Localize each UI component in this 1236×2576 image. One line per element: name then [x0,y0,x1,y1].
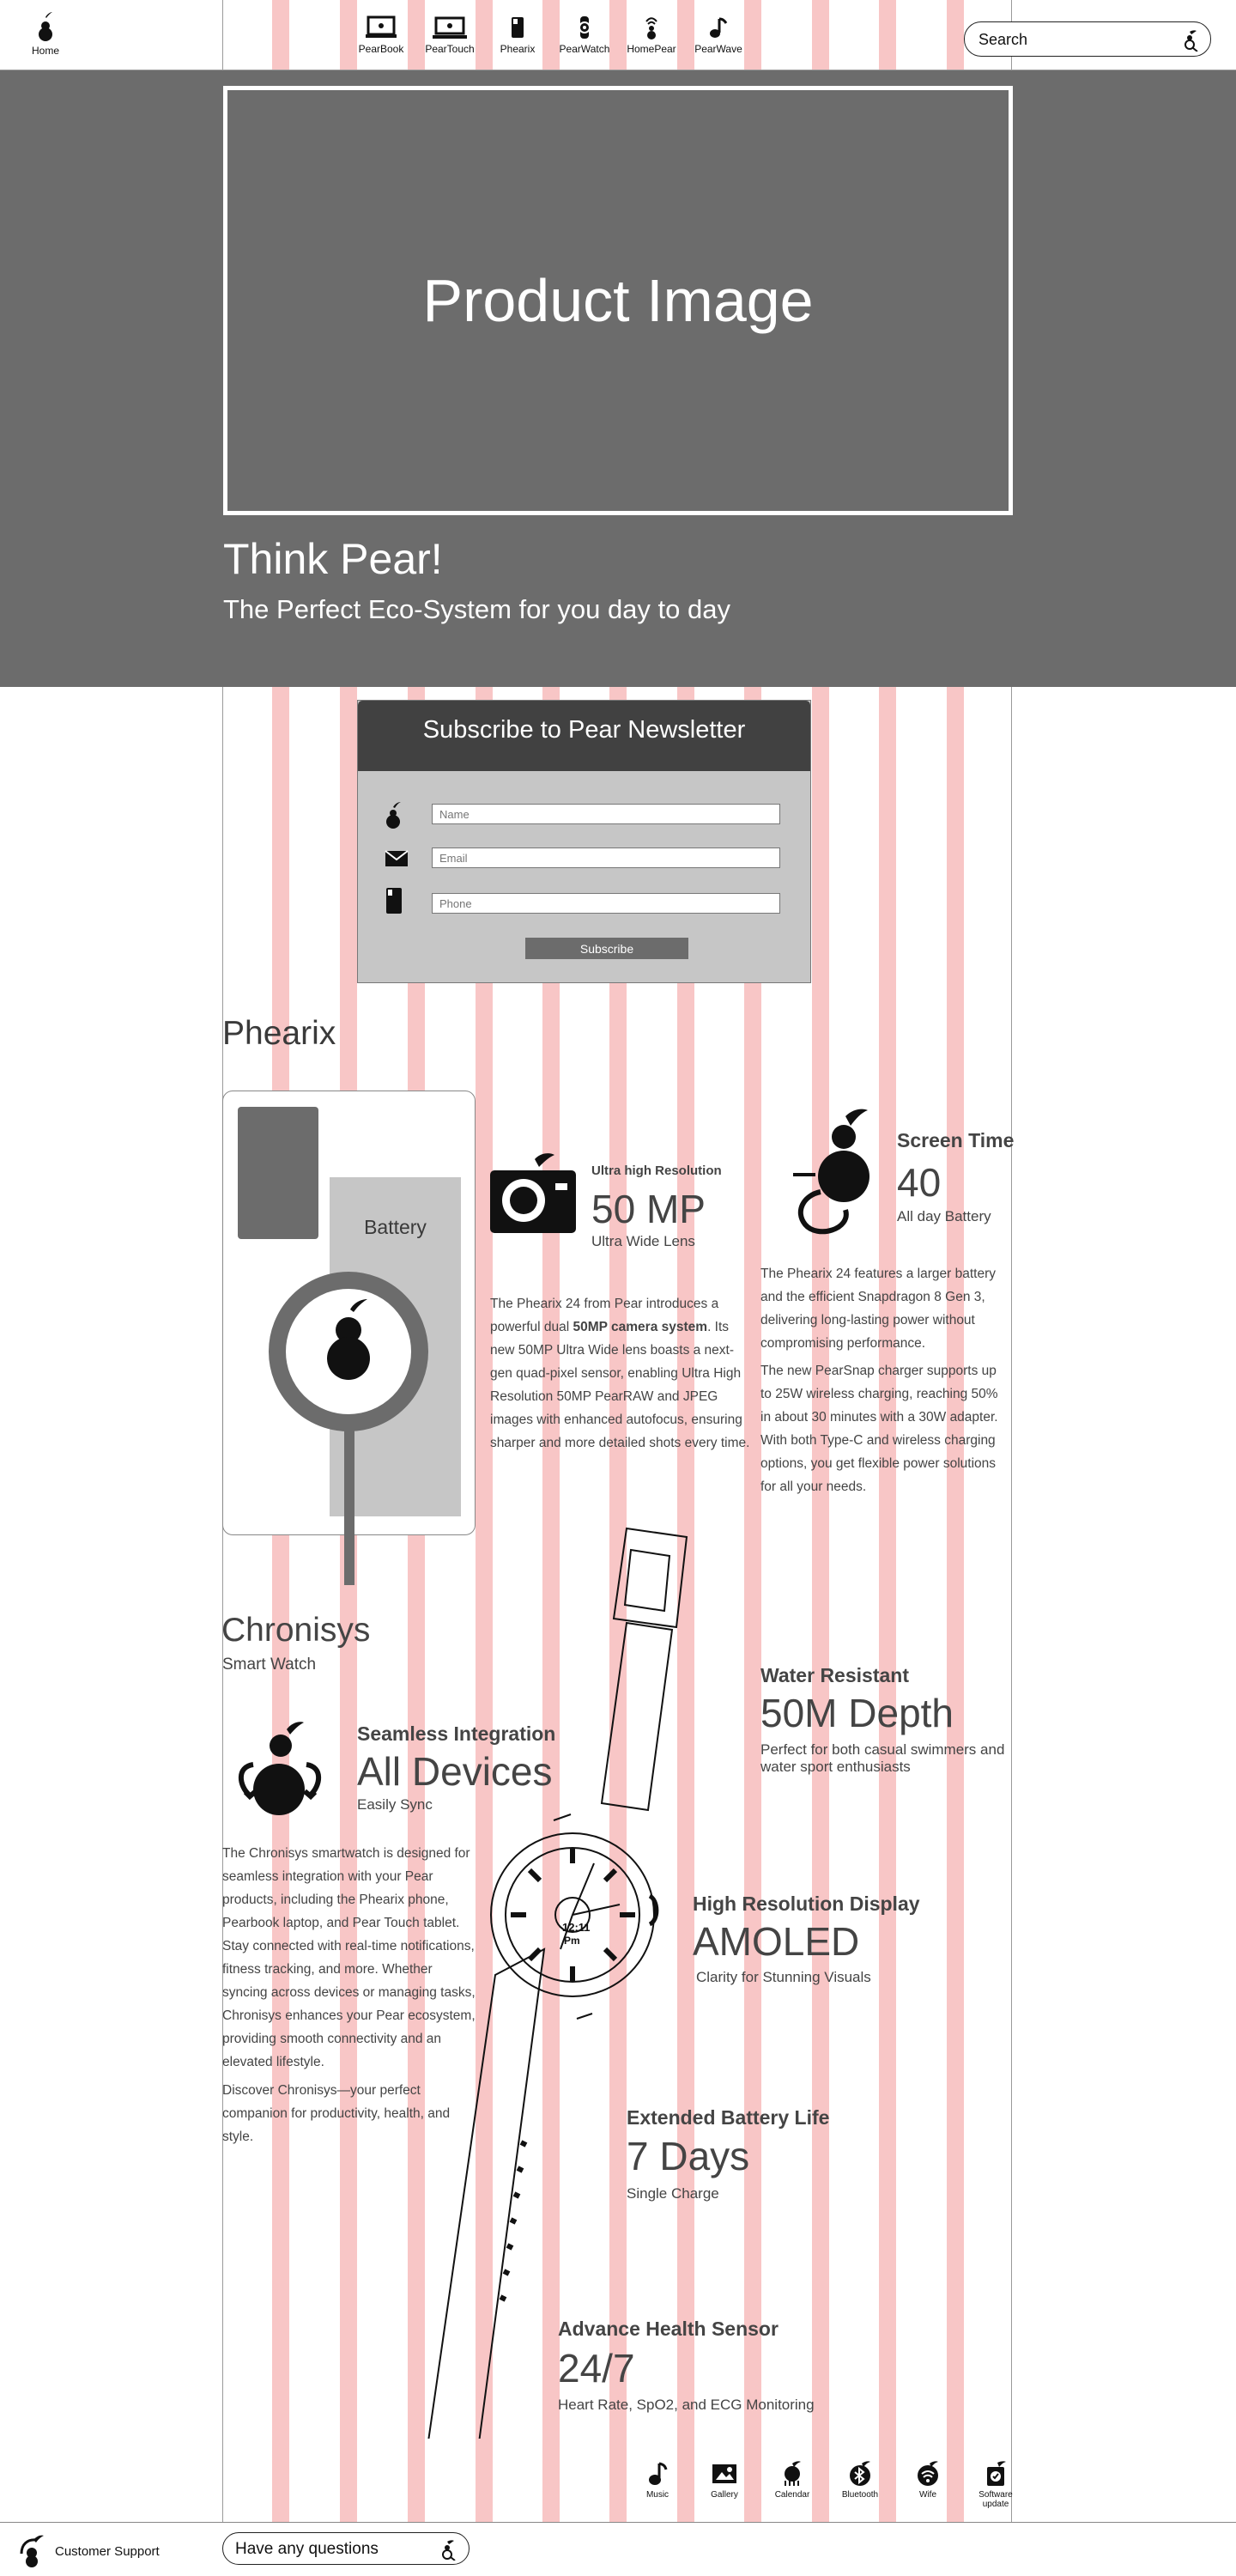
battery-life-value: 7 Days [627,2134,750,2178]
hero-title: Think Pear! [223,535,443,583]
battery-paragraph-2: The new PearSnap charger supports up to 25W wireless charging, reaching 50% in about 30 minutes with a 30W adapter. With both Type-C and wireless charging options, you get flexible power solutions for all your needs. [760,1364,998,1494]
mail-icon [385,847,409,867]
health-value: 24/7 [558,2346,635,2391]
battery-life-subtitle: Single Charge [627,2185,719,2202]
newsletter-form [357,700,811,983]
camera-heading: Ultra high Resolution [591,1163,722,1178]
email-input[interactable] [432,848,780,868]
watch-period: Pm [564,1935,580,1947]
app-label: Gallery [711,2490,738,2500]
battery-life-heading: Extended Battery Life [627,2106,830,2129]
calendar-icon [779,2460,806,2488]
app-music[interactable] [636,2460,679,2500]
camera-description-end: . Its new 50MP Ultra Wide lens boasts a next-gen quad-pixel sensor, enabling Ultra High Resolution 50MP PearRAW and JPEG images with enhanced autofocus, ensuring sharper and more detailed shots every time. [490,1320,750,1450]
phone-camera-block [238,1107,318,1239]
camera-description [490,1292,752,1455]
pear-user-icon [385,800,403,829]
pear-logo-icon [286,1289,411,1414]
nav-label: PearBook [358,43,404,55]
nav-item-homepear[interactable] [625,15,678,55]
hero-section [0,70,1236,687]
app-calendar[interactable] [771,2460,814,2500]
app-label: Software update [978,2490,1013,2509]
app-gallery[interactable] [703,2460,746,2500]
display-value: AMOLED [693,1919,860,1964]
watch-illustration [416,1511,738,2439]
app-shortcuts [636,2460,1013,2520]
charger-cable [344,1422,354,1585]
sync-pear-icon [233,1717,324,1825]
nav-label: HomePear [627,43,676,55]
customer-support-label: Customer Support [55,2543,160,2559]
battery-label: Battery [364,1216,427,1238]
phone-input[interactable] [432,893,780,914]
app-label: Music [645,2490,670,2500]
question-search-icon[interactable] [440,2539,456,2561]
newsletter-title: Subscribe to Pear Newsletter [358,701,810,771]
app-bluetooth[interactable] [839,2460,882,2500]
support-pear-icon [17,2534,46,2568]
screen-time-icon [791,1108,899,1245]
watch-time: 12:11 [562,1921,591,1934]
nav-item-pearwatch[interactable] [558,15,611,55]
health-heading: Advance Health Sensor [558,2318,779,2340]
app-label: Calendar [774,2490,810,2500]
question-search-bar[interactable] [222,2532,470,2565]
bluetooth-icon [846,2460,874,2488]
camera-value: 50 MP [591,1187,706,1231]
nav-item-phearix[interactable] [491,15,544,55]
watch-icon [573,15,597,39]
customer-support-link[interactable] [17,2534,160,2568]
question-input[interactable] [235,2540,424,2559]
screen-time-heading: Screen Time [897,1129,1015,1151]
search-bar[interactable] [964,21,1211,57]
screen-time-subtitle: All day Battery [897,1208,991,1224]
battery-description [760,1262,1009,1498]
tablet-laptop-icon [429,15,470,39]
search-pear-icon[interactable] [1183,29,1198,56]
app-wifi[interactable] [906,2460,949,2500]
integration-value: All Devices [357,1749,553,1794]
chronisys-subtitle: Smart Watch [222,1656,317,1674]
subscribe-button[interactable]: Subscribe [525,938,688,959]
homepear-icon [639,15,663,39]
water-value: 50M Depth [760,1691,954,1735]
music-note-icon [706,15,730,39]
laptop-icon [361,15,401,39]
phone-field-icon [385,886,403,915]
pear-logo-icon [35,10,56,41]
screen-time-value: 40 [897,1160,942,1205]
wireless-charger-ring [269,1272,428,1431]
software-update-icon [982,2460,1009,2488]
nav-label: PearWatch [559,43,610,55]
chronisys-paragraph-1: The Chronisys smartwatch is designed for seamless integration with your Pear products, including the Phearix phone, Pearbook laptop, and Pear Touch tablet. Stay connected with real-time notifications, fitness tracking, and more. Whether syncing across devices or managing tasks, Chronisys enhances your Pear ecosystem, providing smooth connectivity and an elevated lifestyle. [222,1846,476,2069]
app-software-update[interactable] [974,2460,1017,2509]
wifi-icon [914,2460,942,2488]
nav-item-pearbook[interactable] [354,15,408,55]
home-label: Home [31,45,59,57]
integration-heading: Seamless Integration [357,1722,556,1745]
phearix-title: Phearix [222,1015,336,1052]
product-image-placeholder: Product Image [223,86,1013,515]
nav-item-pearwave[interactable] [692,15,745,55]
camera-subtitle: Ultra Wide Lens [591,1233,695,1249]
home-link[interactable] [28,10,63,57]
chronisys-paragraph-2: Discover Chronisys—your perfect companion for productivity, health, and style. [222,2083,451,2144]
app-label: Bluetooth [841,2490,879,2500]
health-subtitle: Heart Rate, SpO2, and ECG Monitoring [558,2397,815,2413]
display-subtitle: Clarity for Stunning Visuals [696,1969,871,1985]
nav-label: PearTouch [425,43,475,55]
phone-icon [506,15,530,39]
integration-subtitle: Easily Sync [357,1796,433,1813]
battery-paragraph-1: The Phearix 24 features a larger battery and the efficient Snapdragon 8 Gen 3, delivering long-lasting power without compromising performance. [760,1267,996,1351]
camera-description-start: The Phearix 24 from Pear introduces a powerful dual [490,1297,719,1334]
nav-label: PearWave [694,43,742,55]
name-input[interactable] [432,804,780,824]
gallery-icon [711,2460,738,2488]
camera-icon [490,1149,576,1235]
app-label: Wife [919,2490,936,2500]
footer [0,2522,1236,2576]
water-heading: Water Resistant [760,1664,909,1686]
chronisys-title: Chronisys [221,1612,371,1649]
nav-label: Phearix [500,43,536,55]
water-subtitle: Perfect for both casual swimmers and water sport enthusiasts [760,1741,1005,1775]
hero-subtitle: The Perfect Eco-System for you day to day [223,594,730,624]
display-heading: High Resolution Display [693,1893,920,1915]
top-navigation [0,0,1236,70]
music-icon [645,2460,670,2488]
phone-battery-illustration [222,1091,476,1535]
nav-item-peartouch[interactable] [423,15,476,55]
camera-description-highlight: 50MP camera system [573,1320,708,1334]
search-input[interactable] [978,31,1167,49]
